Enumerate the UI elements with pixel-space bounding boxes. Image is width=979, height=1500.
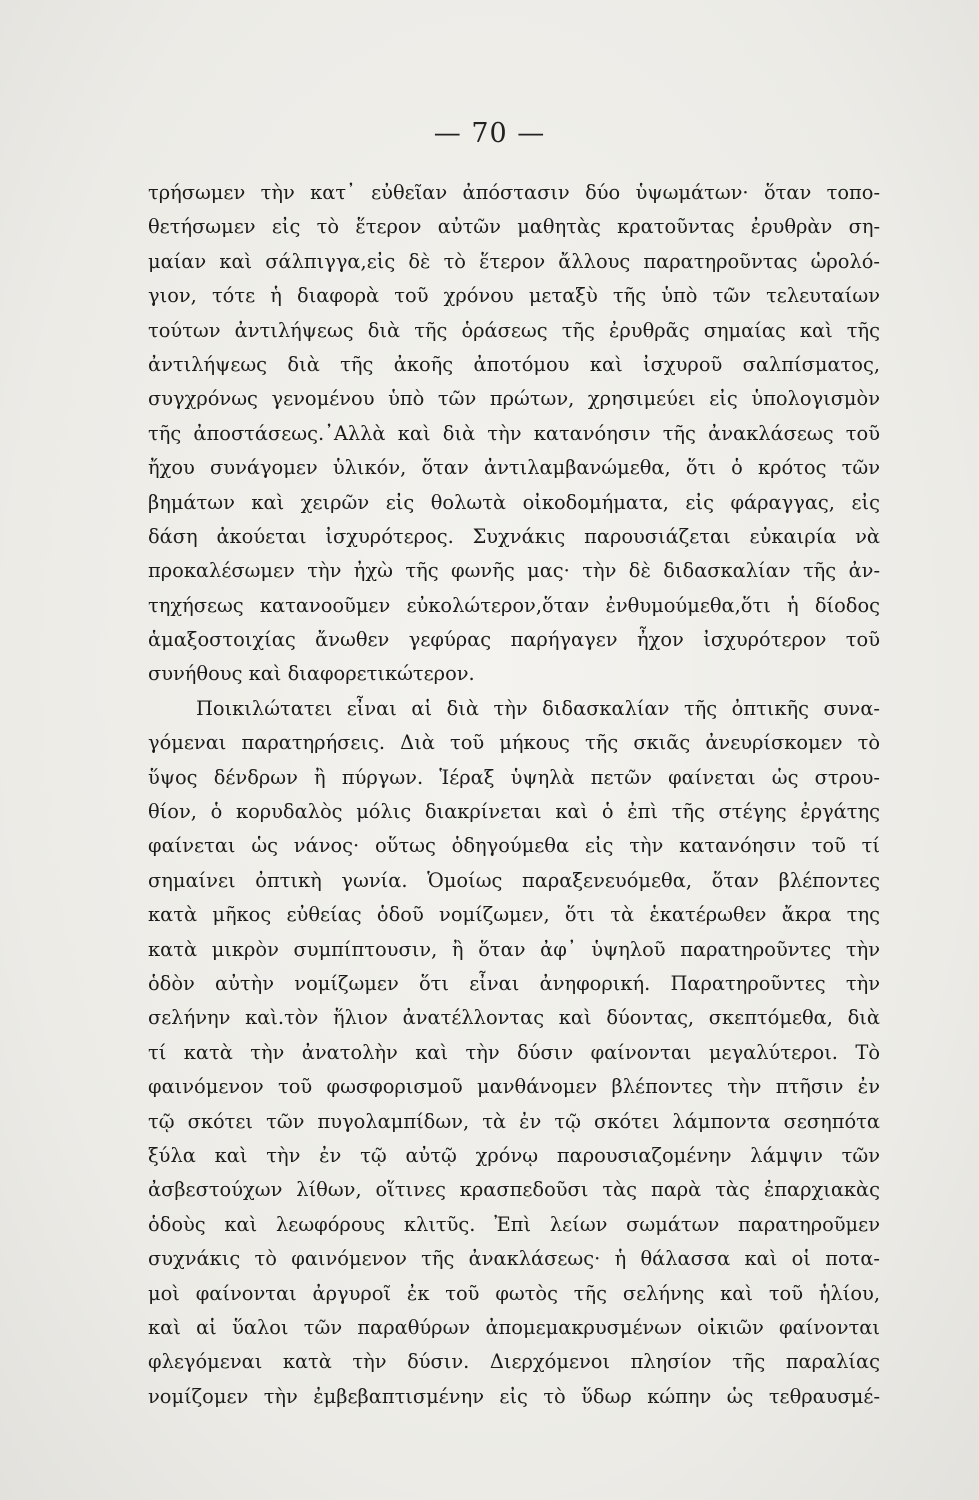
text-line: φαινόμενον τοῦ φωσφορισμοῦ μανθάνομεν βλέποντες τὴν πτῆσιν ἐν <box>148 1075 880 1099</box>
text-line: τηχήσεως κατανοοῦμεν εὐκολώτερον,ὅταν ἐνθυμούμεθα,ὅτι ἡ δίοδος <box>148 593 880 617</box>
text-line: ξύλα καὶ τὴν ἐν τῷ αὐτῷ χρόνῳ παρουσιαζομένην λάμψιν τῶν <box>148 1143 880 1167</box>
text-line: προκαλέσωμεν τὴν ἠχὼ τῆς φωνῆς μας· τὴν δὲ διδασκαλίαν τῆς ἀν- <box>148 559 880 583</box>
text-line: βημάτων καὶ χειρῶν εἰς θολωτὰ οἰκοδομήματα, εἰς φάραγγας, εἰς <box>148 490 880 514</box>
body-text <box>148 176 880 1414</box>
text-line: ἀντιλήψεως διὰ τῆς ἀκοῆς ἀποτόμου καὶ ἰσχυροῦ σαλπίσματος, <box>148 352 880 376</box>
page-number: — 70 — <box>433 118 546 149</box>
text-line: καὶ αἱ ὕαλοι τῶν παραθύρων ἀπομεμακρυσμένων οἰκιῶν φαίνονται <box>148 1315 880 1339</box>
text-line: συγχρόνως γενομένου ὑπὸ τῶν πρώτων, χρησιμεύει εἰς ὑπολογισμὸν <box>148 387 880 411</box>
text-line: γιον, τότε ἡ διαφορὰ τοῦ χρόνου μεταξὺ τῆς ὑπὸ τῶν τελευταίων <box>148 284 880 308</box>
text-line: ὕψος δένδρων ἢ πύργων. Ἱέραξ ὑψηλὰ πετῶν φαίνεται ὡς στρου- <box>148 765 880 789</box>
text-line: τῆς ἀποστάσεως.᾽Αλλὰ καὶ διὰ τὴν κατανόησιν τῆς ἀνακλάσεως τοῦ <box>148 421 880 445</box>
text-line: γόμεναι παρατηρήσεις. Διὰ τοῦ μήκους τῆς σκιᾶς ἀνευρίσκομεν τὸ <box>148 731 880 755</box>
text-line: θίον, ὁ κορυδαλὸς μόλις διακρίνεται καὶ ὁ ἐπὶ τῆς στέγης ἐργάτης <box>148 800 880 824</box>
text-line: τούτων ἀντιλήψεως διὰ τῆς ὁράσεως τῆς ἐρυθρᾶς σημαίας καὶ τῆς <box>148 318 880 342</box>
text-line: ἤχου συνάγομεν ὑλικόν, ὅταν ἀντιλαμβανώμεθα, ὅτι ὁ κρότος τῶν <box>148 456 880 480</box>
text-line: φλεγόμεναι κατὰ τὴν δύσιν. Διερχόμενοι πλησίον τῆς παραλίας <box>148 1350 880 1374</box>
text-line: ὁδὸν αὐτὴν νομίζωμεν ὅτι εἶναι ἀνηφορική. Παρατηροῦντες τὴν <box>148 971 880 995</box>
text-line: σελήνην καὶ.τὸν ἥλιον ἀνατέλλοντας καὶ δύοντας, σκεπτόμεθα, διὰ <box>148 1006 880 1030</box>
text-line: ἀσβεστούχων λίθων, οἵτινες κρασπεδοῦσι τὰς παρὰ τὰς ἐπαρχιακὰς <box>148 1178 880 1202</box>
text-line: θετήσωμεν εἰς τὸ ἕτερον αὐτῶν μαθητὰς κρατοῦντας ἐρυθρὰν ση- <box>148 215 880 239</box>
text-line: τί κατὰ τὴν ἀνατολὴν καὶ τὴν δύσιν φαίνονται μεγαλύτεροι. Τὸ <box>148 1040 880 1064</box>
text-line: συχνάκις τὸ φαινόμενον τῆς ἀνακλάσεως· ἡ θάλασσα καὶ οἱ ποτα- <box>148 1247 880 1271</box>
paragraph-first-line: Ποικιλώτατει εἶναι αἱ διὰ τὴν διδασκαλίαν τῆς ὀπτικῆς συνα- <box>196 696 880 720</box>
text-line: νομίζομεν τὴν ἐμβεβαπτισμένην εἰς τὸ ὕδωρ κώπην ὡς τεθραυσμέ- <box>148 1384 880 1408</box>
text-line: μοὶ φαίνονται ἀργυροῖ ἐκ τοῦ φωτὸς τῆς σελήνης καὶ τοῦ ἡλίου, <box>148 1281 880 1305</box>
text-line: μαίαν καὶ σάλπιγγα,εἰς δὲ τὸ ἕτερον ἄλλους παρατηροῦντας ὡρολό- <box>148 249 880 273</box>
text-line: ἁμαξοστοιχίας ἄνωθεν γεφύρας παρήγαγεν ἦχον ἰσχυρότερον τοῦ <box>148 628 880 652</box>
text-line: κατὰ μῆκος εὐθείας ὁδοῦ νομίζωμεν, ὅτι τὰ ἑκατέρωθεν ἄκρα της <box>148 903 880 927</box>
text-line: τῷ σκότει τῶν πυγολαμπίδων, τὰ ἐν τῷ σκότει λάμποντα σεσηπότα <box>148 1109 880 1133</box>
text-line: τρήσωμεν τὴν κατ᾽ εὐθεῖαν ἀπόστασιν δύο ὑψωμάτων· ὅταν τοπο- <box>148 181 880 204</box>
paragraph-last-line: συνήθους καὶ διαφορετικώτερον. <box>148 662 475 686</box>
text-line: δάση ἀκούεται ἰσχυρότερος. Συχνάκις παρουσιάζεται εὐκαιρία νὰ <box>148 524 880 548</box>
text-line: φαίνεται ὡς νάνος· οὕτως ὁδηγούμεθα εἰς τὴν κατανόησιν τοῦ τί <box>148 834 880 858</box>
text-line: κατὰ μικρὸν συμπίπτουσιν, ἢ ὅταν ἀφ᾽ ὑψηλοῦ παρατηροῦντες τὴν <box>148 937 880 961</box>
text-line: σημαίνει ὀπτικὴ γωνία. Ὁμοίως παραξενευόμεθα, ὅταν βλέποντες <box>148 868 880 892</box>
text-line: ὁδοὺς καὶ λεωφόρους κλιτῦς. Ἐπὶ λείων σωμάτων παρατηροῦμεν <box>148 1212 880 1236</box>
